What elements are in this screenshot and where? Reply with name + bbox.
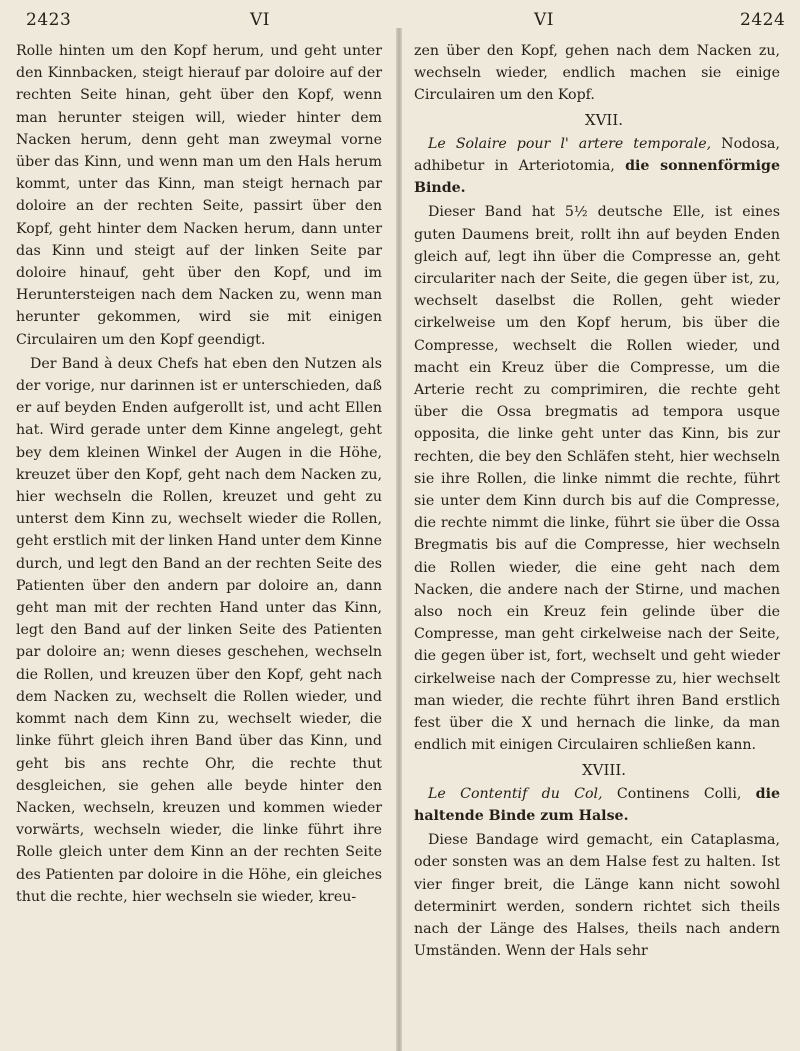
paragraph: Diese Bandage wird gemacht, ein Cataplasma, oder sonsten was an dem Halse fest zu halten. Ist vier finger breit, die Länge kann nicht sowohl determinirt werden, sondern richtet sich theils nach der Länge des Halses, theils nach andern Umständen. Wenn der Hals sehr: [414, 832, 780, 960]
paragraph: Der Band à deux Chefs hat eben den Nutzen als der vorige, nur darinnen ist er unterschieden, daß er auf beyden Enden aufgerollt ist, und acht Ellen hat. Wird gerade unter dem Kinne angelegt, geht bey dem kleinen Winkel der Augen in die Höhe, kreuzet über den Kopf, geht nach dem Nacken zu, hier wechseln die Rollen, kreuzet und geht zu unterst dem Kinn zu, wechselt wieder die Rollen, geht erstlich mit der linken Hand unter dem Kinne durch, und legt den Band an der rechten Seite des Patienten über den andern par doloire an, dann geht man mit der rechten Hand unter das Kinn, legt den Band auf der linken Seite des Patienten par doloire an; wenn dieses geschehen, wechseln die Rollen, und kreuzen über den Kopf, geht nach dem Nacken zu, wechselt die Rollen wieder, und kommt nach dem Kinn zu, wechselt wieder, die linke führt gleich ihren Band über das Kinn, und geht bis ans rechte Ohr, die rechte thut desgleichen, sie gehen alle beyde hinter den Nacken, wechseln, kreuzen und kommen wieder vorwärts, wechseln wieder, die linke führt ihre Rolle gleich unter dem Kinn an der rechten Seite des Patienten par doloire in die Höhe, ein gleiches thut die rechte, hier wechseln sie wieder, kreu-: [16, 355, 382, 905]
book-gutter: [396, 28, 402, 1051]
section-title: [414, 133, 780, 200]
section-number: XVIII.: [581, 760, 627, 779]
paragraph: Rolle hinten um den Kopf herum, und geht unter den Kinnbacken, steigt hierauf par doloire auf der rechten Seite hinan, geht über den Kopf, wenn man herunter steigen will, wieder hinter dem Nacken herum, denn geht man zweymal vorne über das Kinn, und wenn man um den Hals herum kommt, unter das Kinn, man steigt hernach par doloire an der rechten Seite, passirt über den Kopf, geht hinter dem Nacken herum, dann unter das Kinn und steigt auf der linken Seite par doloire hinauf, geht über den Kopf, und im Heruntersteigen nach dem Nacken zu, wenn man herunter gekommen, wird sie mit einigen Circulairen um den Kopf geendigt.: [16, 43, 382, 348]
paragraph: Dieser Band hat 5½ deutsche Elle, ist eines guten Daumens breit, rollt ihn auf beyden Enden gleich auf, legt ihn über die Compresse an, geht circulariter nach der Seite, die gegen über ist, zu, wechselt daselbst die Rollen, geht wieder cirkelweise um den Kopf herum, bis über die Compresse, wechselt die Rollen wieder, und macht ein Kreuz über die Compresse, um die Arterie recht zu comprimiren, die rechte geht über die Ossa bregmatis ad tempora usque opposita, die linke geht unter das Kinn, bis zur rechten, die bey den Schläfen steht, hier wechseln sie ihre Rollen, die linke nimmt die rechte, führt sie unter dem Kinn durch bis auf die Compresse, die rechte nimmt die linke, führt sie über die Ossa Bregmatis bis auf die Compresse, hier wechseln die Rollen wieder, die eine geht nach dem Nacken, die andere nach der Stirne, und machen also noch ein Kreuz fein gelinde über die Compresse, man geht cirkelweise nach der Seite, die gegen über ist, fort, wechselt und geht wieder cirkelweise nach der Compresse zu, hier wechselt man wieder, die rechte führt ihren Band erstlich fest über die X und hernach die linke, da man endlich mit einigen Circulairen schließen kann.: [414, 204, 780, 754]
title-french: Le Solaire pour l' artere temporale,: [428, 135, 712, 152]
signature-left: VI: [250, 10, 270, 30]
signature-right: VI: [534, 10, 554, 30]
title-latin: Nodosa, adhibetur in Arteriotomia,: [414, 135, 780, 175]
title-german: die sonnenförmige Binde.: [414, 158, 780, 197]
paragraph: zen über den Kopf, gehen nach dem Nacken zu, wechseln wieder, endlich machen sie einige Circulairen um den Kopf.: [414, 43, 780, 104]
left-column: [16, 40, 382, 910]
section-number: XVII.: [584, 110, 624, 129]
title-french: Le Contentif du Col,: [428, 785, 603, 802]
title-latin: Continens Colli,: [616, 785, 742, 802]
section-title: [414, 783, 780, 827]
page-number-right: 2424: [740, 10, 786, 30]
title-german: die haltende Binde zum Halse.: [414, 785, 780, 824]
right-column: [414, 40, 780, 964]
page-number-left: 2423: [26, 10, 72, 30]
